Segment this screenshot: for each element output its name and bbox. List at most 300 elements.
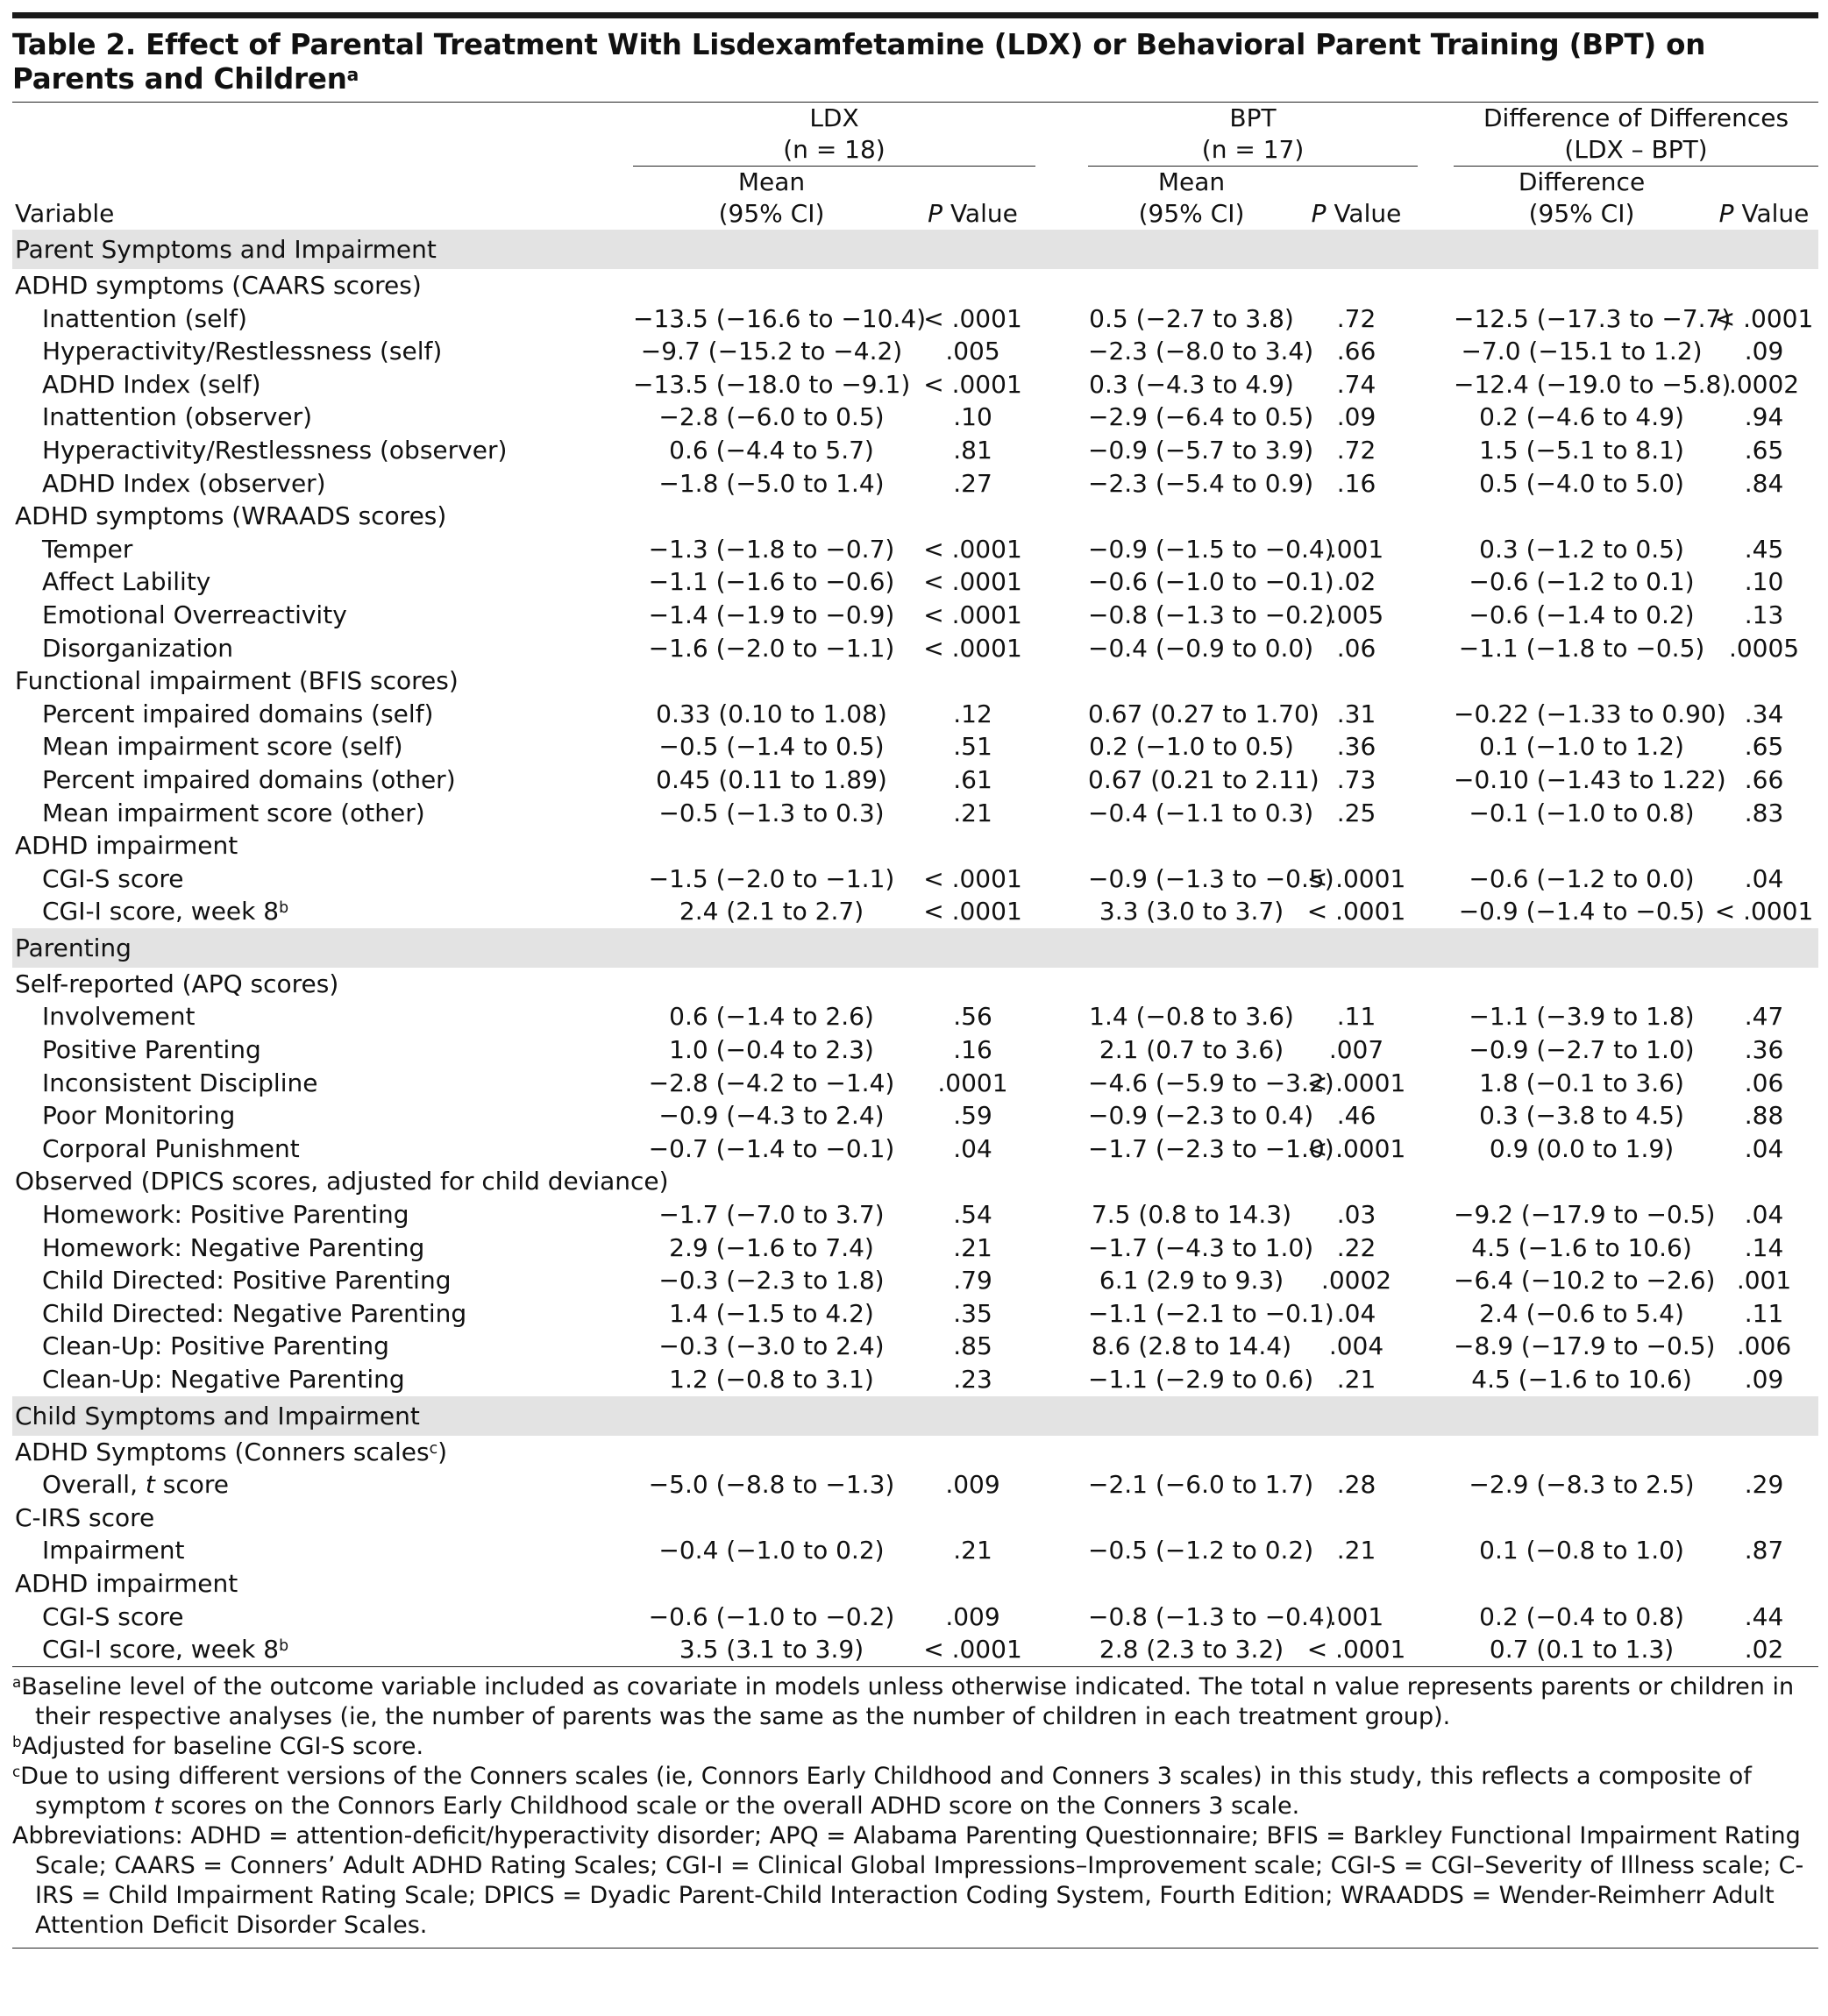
table-row: [12, 1099, 1818, 1132]
ldx-mean-ci: −0.5 (−1.4 to 0.5): [658, 732, 885, 762]
bpt-p-value: < .0001: [1306, 1068, 1406, 1097]
table-row: [12, 1633, 1818, 1666]
dod-ci-header: (95% CI): [1528, 199, 1635, 228]
spacer: [1418, 565, 1454, 599]
difference-p-value: .04: [1744, 1133, 1784, 1163]
row-label: Hyperactivity/Restlessness (observer): [42, 435, 508, 465]
group-fill: [633, 1165, 1818, 1198]
difference-ci: 4.5 (−1.6 to 10.6): [1471, 1232, 1692, 1262]
bpt-p-value: < .0001: [1306, 1133, 1406, 1163]
footnote-italic: t: [153, 1792, 164, 1820]
ldx-p-value: < .0001: [923, 567, 1022, 597]
row-label: Child Directed: Negative Parenting: [42, 1298, 467, 1328]
ldx-n: (n = 18): [633, 134, 1035, 167]
difference-p-value: .87: [1744, 1536, 1784, 1565]
table-row: [12, 1264, 1818, 1297]
ldx-mean-ci: −1.4 (−1.9 to −0.9): [648, 600, 895, 629]
ldx-mean-ci: 2.9 (−1.6 to 7.4): [669, 1232, 874, 1262]
spacer: [1035, 1330, 1088, 1363]
difference-p-value: .02: [1744, 1635, 1784, 1665]
spacer: [1418, 1330, 1454, 1363]
table-row: [12, 1000, 1818, 1033]
table-row: [12, 335, 1818, 368]
ldx-group-header: LDX: [809, 103, 859, 132]
table-row: [12, 797, 1818, 830]
table-row: [12, 1468, 1818, 1501]
table-page: [12, 12, 1818, 1949]
bpt-mean-ci: −0.9 (−2.3 to 0.4): [1088, 1101, 1314, 1131]
table-row: [12, 302, 1818, 336]
difference-p-value: .88: [1744, 1101, 1784, 1131]
row-label: Positive Parenting: [42, 1035, 261, 1065]
spacer: [1035, 1232, 1088, 1265]
difference-ci: −0.6 (−1.4 to 0.2): [1469, 600, 1695, 629]
row-label: Poor Monitoring: [42, 1101, 236, 1131]
bpt-mean-ci: 0.2 (−1.0 to 0.5): [1089, 732, 1294, 762]
ldx-p-header: [910, 198, 1035, 230]
row-label: Child Directed: Positive Parenting: [42, 1266, 452, 1295]
ldx-p-value: .21: [953, 1232, 992, 1262]
difference-ci: 0.3 (−3.8 to 4.5): [1479, 1101, 1684, 1131]
table-row: [12, 401, 1818, 434]
bpt-mean-ci: −0.6 (−1.0 to −0.1): [1088, 567, 1334, 597]
dod-p-header: [1710, 198, 1818, 230]
difference-p-value: < .0001: [1714, 897, 1814, 926]
difference-ci: 1.8 (−0.1 to 3.6): [1479, 1068, 1684, 1097]
bpt-mean-ci: −0.9 (−1.3 to −0.5): [1088, 863, 1334, 893]
bpt-mean-ci: −1.1 (−2.1 to −0.1): [1088, 1298, 1334, 1328]
ldx-p-value: < .0001: [923, 633, 1022, 663]
row-label: ADHD Index (self): [42, 369, 261, 399]
bpt-mean-ci: 7.5 (0.8 to 14.3): [1091, 1200, 1292, 1230]
spacer: [1418, 1033, 1454, 1067]
ldx-p-value: .61: [953, 764, 992, 794]
table-row: [12, 1132, 1818, 1166]
row-label: Temper: [42, 534, 133, 564]
group-row: [12, 1567, 1818, 1601]
table-row: [12, 763, 1818, 797]
spacer: [1035, 1132, 1088, 1166]
top-rule: [12, 12, 1818, 18]
section-title: Parent Symptoms and Impairment: [12, 230, 1818, 269]
difference-ci: −2.9 (−8.3 to 2.5): [1469, 1470, 1695, 1500]
table-row: [12, 565, 1818, 599]
table-row: [12, 895, 1818, 928]
bpt-mean-ci: 0.67 (0.21 to 2.11): [1088, 764, 1319, 794]
bpt-group-header: BPT: [1229, 103, 1277, 132]
difference-p-value: .10: [1744, 567, 1784, 597]
bpt-mean-ci: 6.1 (2.9 to 9.3): [1099, 1266, 1284, 1295]
bpt-mean-ci: 0.67 (0.27 to 1.70): [1088, 699, 1319, 728]
spacer: [1418, 1633, 1454, 1666]
table-row: [12, 1067, 1818, 1100]
spacer: [1035, 599, 1088, 632]
bpt-mean-ci: −4.6 (−5.9 to −3.2): [1088, 1068, 1334, 1097]
spacer: [1035, 632, 1088, 665]
bpt-mean-header: Mean: [1157, 167, 1226, 196]
group-row: [12, 500, 1818, 533]
ldx-mean-ci: −0.9 (−4.3 to 2.4): [658, 1101, 885, 1131]
spacer: [1418, 862, 1454, 896]
group-row: [12, 664, 1818, 698]
spacer: [1035, 1000, 1088, 1033]
table-title: [12, 28, 1818, 96]
bpt-p-value: .03: [1336, 1200, 1376, 1230]
row-label: Affect Lability: [42, 567, 211, 597]
row-label: Corporal Punishment: [42, 1133, 300, 1163]
difference-p-value: .001: [1736, 1266, 1792, 1295]
row-label: Inattention (self): [42, 303, 247, 333]
spacer: [1418, 335, 1454, 368]
spacer: [1035, 1534, 1088, 1567]
bpt-p-value: .005: [1328, 600, 1384, 629]
ldx-p-value: .21: [953, 1536, 992, 1565]
spacer: [1035, 797, 1088, 830]
ldx-p-value: .81: [953, 435, 992, 465]
difference-ci: 0.3 (−1.2 to 0.5): [1479, 534, 1684, 564]
p-italic: P: [928, 199, 943, 228]
group-label: C-IRS score: [15, 1502, 155, 1532]
table-row: [12, 434, 1818, 467]
ldx-p-value: < .0001: [923, 600, 1022, 629]
ldx-mean-ci: −1.8 (−5.0 to 1.4): [658, 468, 885, 498]
difference-p-value: .83: [1744, 798, 1784, 827]
bpt-p-value: < .0001: [1306, 863, 1406, 893]
header-group-row: [12, 103, 1818, 134]
bpt-mean-ci: −1.1 (−2.9 to 0.6): [1088, 1365, 1314, 1394]
difference-ci: 0.7 (0.1 to 1.3): [1489, 1635, 1675, 1665]
difference-ci: −0.10 (−1.43 to 1.22): [1454, 764, 1726, 794]
dod-group-header: Difference of Differences: [1483, 103, 1789, 132]
row-label: Hyperactivity/Restlessness (self): [42, 337, 443, 366]
bpt-mean-ci: −0.5 (−1.2 to 0.2): [1088, 1536, 1314, 1565]
spacer: [1418, 763, 1454, 797]
difference-p-value: .47: [1744, 1002, 1784, 1032]
group-fill: [633, 1501, 1818, 1535]
row-label: Homework: Positive Parenting: [42, 1200, 409, 1230]
ldx-mean-ci: −0.7 (−1.4 to −0.1): [648, 1133, 895, 1163]
difference-p-value: .09: [1744, 337, 1784, 366]
ldx-mean-ci: −13.5 (−18.0 to −9.1): [633, 369, 911, 399]
difference-ci: 0.9 (0.0 to 1.9): [1489, 1133, 1675, 1163]
ldx-mean-ci: 0.33 (0.10 to 1.08): [656, 699, 887, 728]
difference-p-value: .44: [1744, 1601, 1784, 1631]
ldx-p-value: .54: [953, 1200, 992, 1230]
spacer: [1035, 698, 1088, 731]
difference-p-value: .006: [1736, 1331, 1792, 1361]
group-fill: [633, 1436, 1818, 1469]
ldx-p-value: < .0001: [923, 303, 1022, 333]
spacer: [1035, 302, 1088, 336]
spacer: [1418, 1468, 1454, 1501]
group-label: Self-reported (APQ scores): [15, 969, 339, 998]
footnote: $^c$Due to using different versions of the Conners scales (ie, Connors Early Childhood and Conners 3 scales) in this study, this reflects a composite of symptom t scores on the Connors Early Childhood scale or the overall ADHD score on the Conners 3 scale.: [12, 1762, 1752, 1820]
ldx-p-value: .009: [945, 1601, 1000, 1631]
ldx-p-value: < .0001: [923, 863, 1022, 893]
bpt-p-value: .001: [1328, 1601, 1384, 1631]
group-row: [12, 1165, 1818, 1198]
bpt-p-value: < .0001: [1306, 1635, 1406, 1665]
ldx-mean-ci: −1.1 (−1.6 to −0.6): [648, 567, 895, 597]
difference-ci: 0.2 (−0.4 to 0.8): [1479, 1601, 1684, 1631]
bpt-mean-ci: −0.4 (−1.1 to 0.3): [1088, 798, 1314, 827]
difference-ci: −0.1 (−1.0 to 0.8): [1469, 798, 1695, 827]
difference-p-value: .11: [1744, 1298, 1784, 1328]
ldx-p-value: .85: [953, 1331, 992, 1361]
row-label: Mean impairment score (other): [42, 798, 425, 827]
difference-ci: 0.2 (−4.6 to 4.9): [1479, 402, 1684, 432]
difference-p-value: .65: [1744, 732, 1784, 762]
table-row: [12, 368, 1818, 401]
bpt-p-value: .72: [1336, 435, 1376, 465]
p-italic: P: [1718, 199, 1734, 228]
bpt-mean-ci: −0.4 (−0.9 to 0.0): [1088, 633, 1314, 663]
section-header-row: [12, 928, 1818, 968]
bpt-mean-ci: −0.8 (−1.3 to −0.4): [1088, 1601, 1334, 1631]
spacer: [1418, 895, 1454, 928]
spacer: [1035, 1099, 1088, 1132]
difference-ci: −0.6 (−1.2 to 0.0): [1469, 863, 1695, 893]
footnote-marker: c: [12, 1763, 21, 1781]
group-label: Functional impairment (BFIS scores): [15, 666, 459, 696]
label-italic: t: [145, 1470, 155, 1500]
difference-ci: −9.2 (−17.9 to −0.5): [1454, 1200, 1716, 1230]
spacer: [1035, 1633, 1088, 1666]
row-label: Involvement: [42, 1002, 196, 1032]
bpt-mean-ci: −2.9 (−6.4 to 0.5): [1088, 402, 1314, 432]
footnote-marker: b: [279, 899, 289, 918]
ldx-p-value: < .0001: [923, 897, 1022, 926]
ldx-p-value: .16: [953, 1035, 992, 1065]
row-label: Mean impairment score (self): [42, 732, 403, 762]
row-label: Clean-Up: Positive Parenting: [42, 1331, 389, 1361]
ldx-p-value: .12: [953, 699, 992, 728]
ldx-p-value: .009: [945, 1470, 1000, 1500]
spacer: [1418, 1534, 1454, 1567]
table-row: [12, 1534, 1818, 1567]
ldx-mean-ci: 0.45 (0.11 to 1.89): [656, 764, 887, 794]
ldx-mean-ci: 1.4 (−1.5 to 4.2): [669, 1298, 874, 1328]
bpt-mean-ci: 0.3 (−4.3 to 4.9): [1089, 369, 1294, 399]
difference-ci: −0.22 (−1.33 to 0.90): [1454, 699, 1726, 728]
bpt-mean-ci: −0.9 (−5.7 to 3.9): [1088, 435, 1314, 465]
table-row: [12, 533, 1818, 566]
ldx-p-value: .0001: [937, 1068, 1008, 1097]
difference-p-value: .06: [1744, 1068, 1784, 1097]
spacer: [1418, 368, 1454, 401]
group-label: ADHD symptoms (CAARS scores): [15, 271, 422, 300]
spacer: [1035, 1363, 1088, 1396]
group-label: ADHD impairment: [15, 831, 238, 861]
table-row: [12, 862, 1818, 896]
difference-p-value: .84: [1744, 468, 1784, 498]
table-title-text: Table 2. Effect of Parental Treatment With Lisdexamfetamine (LDX) or Behavioral Parent Training (BPT) on Parents and Children: [12, 28, 1706, 96]
spacer: [1418, 1297, 1454, 1331]
difference-ci: −0.6 (−1.2 to 0.1): [1469, 567, 1695, 597]
difference-p-value: .94: [1744, 402, 1784, 432]
group-row: [12, 1501, 1818, 1535]
bpt-p-header: [1295, 198, 1418, 230]
group-fill: [633, 269, 1818, 302]
ldx-p-value: < .0001: [923, 369, 1022, 399]
variable-header: Variable: [15, 199, 115, 228]
spacer: [1418, 1601, 1454, 1634]
spacer: [1418, 1067, 1454, 1100]
bpt-n: (n = 17): [1088, 134, 1418, 167]
bpt-mean-ci: −2.1 (−6.0 to 1.7): [1088, 1470, 1314, 1500]
bpt-mean-ci: −0.8 (−1.3 to −0.2): [1088, 600, 1334, 629]
footnote-marker: c: [429, 1439, 438, 1458]
group-label: Observed (DPICS scores, adjusted for child deviance): [15, 1167, 669, 1196]
spacer: [1035, 1297, 1088, 1331]
spacer: [1035, 368, 1088, 401]
bpt-p-value: .66: [1336, 337, 1376, 366]
group-row: [12, 829, 1818, 862]
group-row: [12, 1436, 1818, 1469]
difference-ci: −1.1 (−1.8 to −0.5): [1458, 633, 1705, 663]
bpt-p-value: .16: [1336, 468, 1376, 498]
difference-p-value: .29: [1744, 1470, 1784, 1500]
row-label: Percent impaired domains (self): [42, 699, 434, 728]
ldx-mean-ci: −0.3 (−2.3 to 1.8): [658, 1266, 885, 1295]
bpt-p-value: .004: [1328, 1331, 1384, 1361]
ldx-p-value: .005: [945, 337, 1000, 366]
bpt-ci-header: (95% CI): [1138, 199, 1245, 228]
spacer: [1418, 434, 1454, 467]
spacer: [1418, 533, 1454, 566]
bpt-p-value: .36: [1336, 732, 1376, 762]
group-fill: [633, 664, 1818, 698]
group-label: ADHD impairment: [15, 1568, 238, 1598]
bpt-p-value: .73: [1336, 764, 1376, 794]
difference-p-value: .65: [1744, 435, 1784, 465]
spacer: [1035, 1601, 1088, 1634]
bpt-p-value: .21: [1336, 1536, 1376, 1565]
spacer: [1418, 730, 1454, 763]
row-label: Inconsistent Discipline: [42, 1068, 318, 1097]
spacer: [1418, 797, 1454, 830]
footnotes: [12, 1672, 1818, 1941]
spacer: [1035, 467, 1088, 500]
ldx-p-value: .23: [953, 1365, 992, 1394]
table-bottom-rule: [12, 1666, 1818, 1667]
spacer: [1418, 302, 1454, 336]
ldx-mean-ci: −2.8 (−6.0 to 0.5): [658, 402, 885, 432]
footnote: $^b$Adjusted for baseline CGI-S score.: [12, 1732, 424, 1760]
table-row: [12, 1232, 1818, 1265]
results-table: [12, 103, 1818, 1666]
title-footnote-marker: a: [346, 63, 359, 85]
table-row: [12, 1033, 1818, 1067]
spacer: [1035, 730, 1088, 763]
difference-p-value: .0002: [1728, 369, 1800, 399]
footnote-marker: b: [12, 1733, 22, 1751]
spacer: [1035, 434, 1088, 467]
difference-ci: −0.9 (−2.7 to 1.0): [1469, 1035, 1695, 1065]
spacer: [1035, 401, 1088, 434]
table-row: [12, 599, 1818, 632]
spacer: [1418, 632, 1454, 665]
ldx-p-value: .27: [953, 468, 992, 498]
difference-ci: −12.4 (−19.0 to −5.8): [1454, 369, 1732, 399]
row-label: Inattention (observer): [42, 402, 313, 432]
difference-ci: 0.1 (−0.8 to 1.0): [1479, 1536, 1684, 1565]
bpt-p-value: .31: [1336, 699, 1376, 728]
ldx-mean-ci: −5.0 (−8.8 to −1.3): [648, 1470, 895, 1500]
row-label: CGI-S score: [42, 863, 184, 893]
difference-p-value: .04: [1744, 863, 1784, 893]
spacer: [1418, 1232, 1454, 1265]
ldx-p-value: < .0001: [923, 534, 1022, 564]
table-row: [12, 1601, 1818, 1634]
difference-p-value: .09: [1744, 1365, 1784, 1394]
bpt-mean-ci: 8.6 (2.8 to 14.4): [1091, 1331, 1292, 1361]
row-label: ADHD Index (observer): [42, 468, 326, 498]
section-title: Parenting: [12, 928, 1818, 968]
spacer: [1418, 467, 1454, 500]
bpt-mean-ci: 1.4 (−0.8 to 3.6): [1089, 1002, 1294, 1032]
row-label: Percent impaired domains (other): [42, 764, 456, 794]
table-row: [12, 1330, 1818, 1363]
section-header-row: [12, 1396, 1818, 1436]
footnote: $^a$Baseline level of the outcome variable included as covariate in models unless otherwise indicated. The total n value represents parents or children in their respective analyses (ie, the number of parents was the same as the number of children in each treatment group).: [12, 1672, 1795, 1730]
ldx-mean-ci: −0.3 (−3.0 to 2.4): [658, 1331, 885, 1361]
bpt-p-value: .74: [1336, 369, 1376, 399]
difference-p-value: .0005: [1728, 633, 1800, 663]
row-label: CGI-I score, week 8$^b$: [42, 1635, 289, 1665]
group-fill: [633, 1567, 1818, 1601]
spacer: [1418, 1363, 1454, 1396]
dod-subtitle: (LDX – BPT): [1454, 134, 1818, 167]
row-label: Impairment: [42, 1536, 185, 1565]
bpt-mean-ci: −1.7 (−4.3 to 1.0): [1088, 1232, 1314, 1262]
difference-ci: −0.9 (−1.4 to −0.5): [1458, 897, 1705, 926]
dod-difference-header: Difference: [1518, 167, 1646, 196]
p-value-text: Value: [1733, 199, 1810, 228]
difference-p-value: .45: [1744, 534, 1784, 564]
ldx-mean-ci: −1.7 (−7.0 to 3.7): [658, 1200, 885, 1230]
ldx-mean-ci: −1.5 (−2.0 to −1.1): [648, 863, 895, 893]
header-n-row: [12, 134, 1818, 167]
bpt-p-value: .06: [1336, 633, 1376, 663]
ldx-mean-ci: 0.6 (−1.4 to 2.6): [669, 1002, 874, 1032]
spacer: [1035, 1067, 1088, 1100]
bpt-p-value: .007: [1328, 1035, 1384, 1065]
bpt-mean-ci: −1.7 (−2.3 to −1.0): [1088, 1133, 1334, 1163]
ldx-p-value: .35: [953, 1298, 992, 1328]
bpt-mean-ci: 0.5 (−2.7 to 3.8): [1089, 303, 1294, 333]
bpt-p-value: .0002: [1320, 1266, 1392, 1295]
table-row: [12, 698, 1818, 731]
bpt-mean-ci: 2.1 (0.7 to 3.6): [1099, 1035, 1284, 1065]
row-label: Homework: Negative Parenting: [42, 1232, 425, 1262]
ldx-mean-ci: −9.7 (−15.2 to −4.2): [640, 337, 903, 366]
ldx-mean-ci: −1.3 (−1.8 to −0.7): [648, 534, 895, 564]
spacer: [1418, 1099, 1454, 1132]
bpt-p-value: .72: [1336, 303, 1376, 333]
spacer: [1035, 1033, 1088, 1067]
difference-p-value: < .0001: [1714, 303, 1814, 333]
bpt-p-value: .001: [1328, 534, 1384, 564]
bpt-mean-ci: −2.3 (−8.0 to 3.4): [1088, 337, 1314, 366]
row-label: Emotional Overreactivity: [42, 600, 347, 629]
spacer: [1035, 533, 1088, 566]
spacer: [1035, 763, 1088, 797]
spacer: [1418, 401, 1454, 434]
footnote-marker: b: [279, 1637, 289, 1656]
difference-p-value: .13: [1744, 600, 1784, 629]
spacer: [1418, 698, 1454, 731]
